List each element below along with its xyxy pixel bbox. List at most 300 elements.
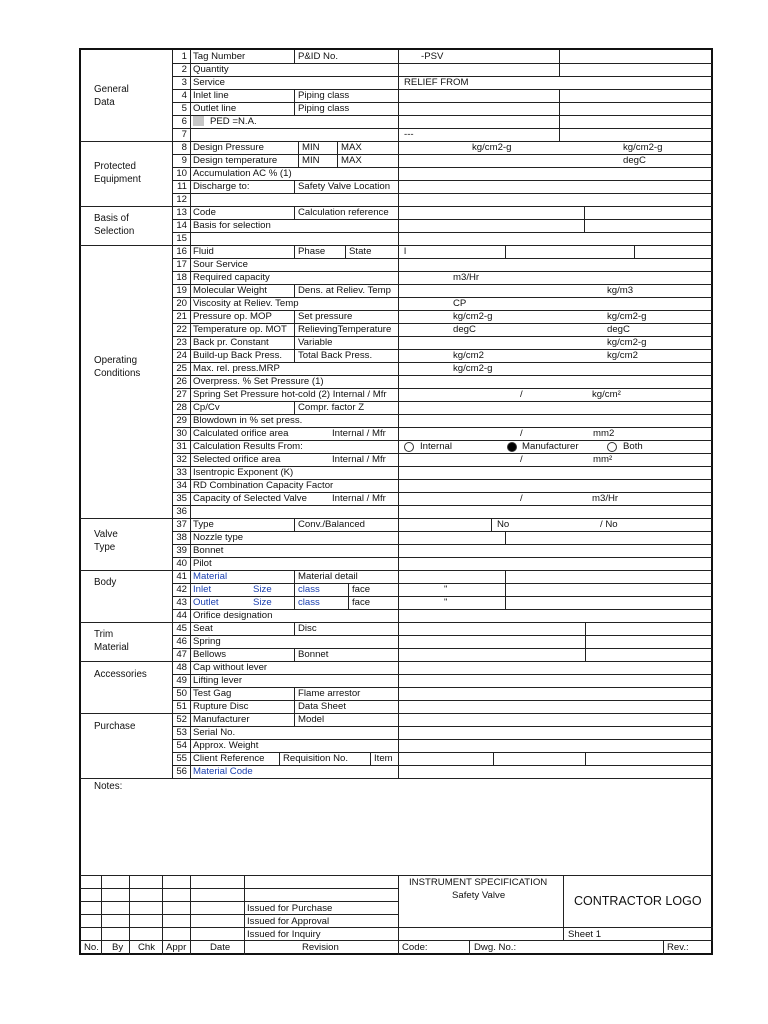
row-line xyxy=(172,622,712,623)
row-line xyxy=(172,674,712,675)
row-label: Material xyxy=(193,571,228,582)
row-label: Back pr. Constant xyxy=(193,337,269,348)
revision-row-line xyxy=(80,901,399,902)
row-label: Rupture Disc xyxy=(193,701,249,712)
row-number: 3 xyxy=(181,77,187,88)
sheet-label: Sheet 1 xyxy=(568,929,602,940)
row-line xyxy=(172,180,712,181)
notes-bottom-line xyxy=(80,875,712,876)
row-value: / xyxy=(520,493,523,504)
value-divider xyxy=(559,115,560,128)
cell-divider xyxy=(294,349,295,362)
row-number: 17 xyxy=(176,259,187,270)
row-sub-label: Compr. factor Z xyxy=(298,402,365,413)
cell-divider xyxy=(337,141,338,154)
row-label: Pressure op. MOP xyxy=(193,311,272,322)
row-label: Client Reference xyxy=(193,753,265,764)
col-appr: Appr xyxy=(166,942,187,953)
row-number: 27 xyxy=(176,389,187,400)
row-value-2: kg/cm2-g xyxy=(623,142,663,153)
cell-divider xyxy=(294,570,295,583)
row-label: Serial No. xyxy=(193,727,236,738)
row-number: 26 xyxy=(176,376,187,387)
value-divider xyxy=(559,128,560,141)
row-number: 45 xyxy=(176,623,187,634)
row-value: / xyxy=(520,389,523,400)
row-line xyxy=(172,570,712,571)
section-label: Equipment xyxy=(94,174,141,185)
row-sub-label: Piping class xyxy=(298,103,350,114)
issued-approval: Issued for Approval xyxy=(247,916,330,927)
row-sub-label: Dens. at Reliev. Temp xyxy=(298,285,391,296)
revision-row-line xyxy=(80,940,399,941)
cell-divider xyxy=(298,141,299,154)
revision-row-line xyxy=(80,888,399,889)
row-value: kg/cm2-g xyxy=(453,311,493,322)
row-value: kg/cm2 xyxy=(453,350,484,361)
row-label: Design Pressure xyxy=(193,142,264,153)
section-label: Trim xyxy=(94,629,114,640)
row-label: Cap without lever xyxy=(193,662,268,673)
cell-divider xyxy=(294,310,295,323)
value-divider xyxy=(491,518,492,531)
cell-divider xyxy=(337,154,338,167)
value-divider xyxy=(584,206,585,219)
row-label: Type xyxy=(193,519,214,530)
row-number: 1 xyxy=(181,51,187,62)
row-line xyxy=(172,245,712,246)
row-line xyxy=(172,206,712,207)
footer-line xyxy=(398,927,713,928)
row-label: Bonnet xyxy=(193,545,224,556)
row-line xyxy=(172,531,712,532)
revision-col-line xyxy=(162,875,163,955)
revision-col-line xyxy=(101,875,102,955)
row-label: Sour Service xyxy=(193,259,248,270)
ped-checkbox xyxy=(193,116,204,126)
row-value-2: kg/cm2-g xyxy=(607,311,647,322)
row-value-2: kg/cm² xyxy=(592,389,621,400)
cell-divider xyxy=(294,180,295,193)
cell-divider xyxy=(294,245,295,258)
row-number: 46 xyxy=(176,636,187,647)
footer-col-line xyxy=(469,940,470,955)
calc-option-radio[interactable] xyxy=(607,442,617,452)
section-label: Type xyxy=(94,542,116,553)
row-value: kg/cm2-g xyxy=(453,363,493,374)
contractor-logo: CONTRACTOR LOGO xyxy=(574,894,702,908)
row-label: Material Code xyxy=(193,766,253,777)
row-sub-label: Conv./Balanced xyxy=(298,519,366,530)
value-divider xyxy=(505,531,506,544)
row-value: " xyxy=(444,597,448,608)
cell-divider xyxy=(294,206,295,219)
row-label: RD Combination Capacity Factor xyxy=(193,480,334,491)
row-label: Max. rel. press.MRP xyxy=(193,363,280,374)
spec-title: INSTRUMENT SPECIFICATION xyxy=(409,877,548,888)
footer-col-line xyxy=(398,875,399,955)
row-line xyxy=(172,63,712,64)
cell-divider xyxy=(294,622,295,635)
value-divider xyxy=(559,50,560,63)
row-number: 12 xyxy=(176,194,187,205)
row-sub-label: Bonnet xyxy=(298,649,329,660)
row-third-label: face xyxy=(352,597,371,608)
row-number: 19 xyxy=(176,285,187,296)
row-value-2: kg/m3 xyxy=(607,285,634,296)
row-sub-label: Disc xyxy=(298,623,317,634)
row-label: Code xyxy=(193,207,216,218)
row-line xyxy=(172,713,712,714)
row-value: RELIEF FROM xyxy=(404,77,469,88)
section-label: Accessories xyxy=(94,669,147,680)
row-value: --- xyxy=(404,129,414,140)
row-number: 9 xyxy=(181,155,187,166)
row-label: Bellows xyxy=(193,649,227,660)
calc-option-label: Both xyxy=(623,441,643,452)
row-line xyxy=(172,648,712,649)
rev-label: Rev.: xyxy=(667,942,689,953)
row-number: 25 xyxy=(176,363,187,374)
row-label: Inlet line xyxy=(193,90,229,101)
row-number: 16 xyxy=(176,246,187,257)
row-number: 10 xyxy=(176,168,187,179)
revision-col-line xyxy=(190,875,191,955)
row-number: 42 xyxy=(176,584,187,595)
notes-label: Notes: xyxy=(94,781,123,792)
row-sub-label: Set pressure xyxy=(298,311,353,322)
row-third-label: Internal / Mfr xyxy=(332,493,386,504)
row-line xyxy=(172,232,712,233)
row-number: 4 xyxy=(181,90,187,101)
row-value-2: degC xyxy=(623,155,646,166)
row-number: 40 xyxy=(176,558,187,569)
row-value-2: degC xyxy=(607,324,630,335)
row-label: Selected orifice area xyxy=(193,454,281,465)
row-label: Design temperature xyxy=(193,155,278,166)
row-sub-label: Flame arrestor xyxy=(298,688,361,699)
row-value: -PSV xyxy=(421,51,444,62)
row-label: Lifting lever xyxy=(193,675,243,686)
row-label: Spring xyxy=(193,636,221,647)
row-label: Fluid xyxy=(193,246,214,257)
value-divider xyxy=(585,622,586,635)
row-number: 44 xyxy=(176,610,187,621)
row-number: 24 xyxy=(176,350,187,361)
col-date: Date xyxy=(210,942,231,953)
col-chk: Chk xyxy=(138,942,156,953)
section-label: General xyxy=(94,84,129,95)
cell-divider xyxy=(345,245,346,258)
value-divider xyxy=(505,570,506,583)
row-number: 18 xyxy=(176,272,187,283)
row-line xyxy=(172,193,712,194)
row-sub-label: Phase xyxy=(298,246,326,257)
row-sub-label: Data Sheet xyxy=(298,701,347,712)
row-value: " xyxy=(444,584,448,595)
row-label: Manufacturer xyxy=(193,714,250,725)
row-label: Nozzle type xyxy=(193,532,244,543)
revision-row-line xyxy=(80,914,399,915)
value-divider xyxy=(585,635,586,648)
col-by: By xyxy=(112,942,124,953)
cell-divider xyxy=(294,323,295,336)
cell-divider xyxy=(279,752,280,765)
row-number: 39 xyxy=(176,545,187,556)
row-value-2: mm² xyxy=(593,454,613,465)
value-divider xyxy=(505,583,506,596)
row-label: Isentropic Exponent (K) xyxy=(193,467,294,478)
row-label: Inlet xyxy=(193,584,212,595)
row-line xyxy=(172,258,712,259)
row-third-label: Internal / Mfr xyxy=(332,454,386,465)
row-number: 41 xyxy=(176,571,187,582)
row-number: 34 xyxy=(176,480,187,491)
row-line xyxy=(172,765,712,766)
row-label: Blowdown in % set press. xyxy=(193,415,303,426)
row-number: 30 xyxy=(176,428,187,439)
row-label: Required capacity xyxy=(193,272,270,283)
section-label: Material xyxy=(94,642,129,653)
row-line xyxy=(172,401,712,402)
row-sub-label: P&ID No. xyxy=(298,51,338,62)
cell-divider xyxy=(348,596,349,609)
section-label: Protected xyxy=(94,161,136,172)
row-label: Discharge to: xyxy=(193,181,250,192)
row-value-2: / No xyxy=(600,519,618,530)
value-divider xyxy=(493,752,494,765)
row-number: 55 xyxy=(176,753,187,764)
row-label: Overpress. % Set Pressure (1) xyxy=(193,376,324,387)
row-number: 32 xyxy=(176,454,187,465)
value-divider xyxy=(505,245,506,258)
row-number: 20 xyxy=(176,298,187,309)
row-number: 54 xyxy=(176,740,187,751)
cell-divider xyxy=(294,596,295,609)
footer-col-line xyxy=(663,940,664,955)
row-value: m3/Hr xyxy=(453,272,480,283)
row-label: Molecular Weight xyxy=(193,285,267,296)
row-label: Cp/Cv xyxy=(193,402,220,413)
row-line xyxy=(172,557,712,558)
row-sub-label: Requisition No. xyxy=(283,753,349,764)
row-label: Build-up Back Press. xyxy=(193,350,283,361)
row-number: 33 xyxy=(176,467,187,478)
value-divider xyxy=(634,245,635,258)
row-number: 51 xyxy=(176,701,187,712)
row-third-label: MAX xyxy=(341,155,362,166)
row-line xyxy=(172,518,712,519)
row-label: Capacity of Selected Valve xyxy=(193,493,307,504)
cell-divider xyxy=(294,518,295,531)
cell-divider xyxy=(294,102,295,115)
row-line xyxy=(172,102,712,103)
row-number: 43 xyxy=(176,597,187,608)
cell-divider xyxy=(294,700,295,713)
value-divider xyxy=(559,63,560,76)
row-label: Orifice designation xyxy=(193,610,273,621)
section-label: Operating xyxy=(94,355,138,366)
row-number: 28 xyxy=(176,402,187,413)
row-value: l xyxy=(404,246,407,257)
row-number: 38 xyxy=(176,532,187,543)
row-sub-label: MIN xyxy=(302,142,320,153)
col-no: No. xyxy=(84,942,99,953)
section-label: Body xyxy=(94,577,117,588)
issued-purchase: Issued for Purchase xyxy=(247,903,333,914)
row-label: Accumulation AC % (1) xyxy=(193,168,292,179)
row-sub-label: class xyxy=(298,584,320,595)
row-label: Calculated orifice area xyxy=(193,428,289,439)
row-sub-label: RelievingTemperature xyxy=(298,324,392,335)
cell-divider xyxy=(294,401,295,414)
row-number: 22 xyxy=(176,324,187,335)
cell-divider xyxy=(294,713,295,726)
calc-option-radio[interactable] xyxy=(507,442,517,452)
table-bottom-line xyxy=(80,778,712,779)
row-number: 15 xyxy=(176,233,187,244)
footer-col-line xyxy=(563,875,564,941)
row-label: Seat xyxy=(193,623,213,634)
row-label: Quantity xyxy=(193,64,229,75)
row-line xyxy=(172,128,712,129)
footer-line xyxy=(398,940,713,941)
calc-option-label: Internal xyxy=(420,441,452,452)
row-number: 8 xyxy=(181,142,187,153)
row-sub-label: Piping class xyxy=(298,90,350,101)
row-sub-label: Model xyxy=(298,714,325,725)
row-sub-label: MIN xyxy=(302,155,320,166)
row-label: Basis for selection xyxy=(193,220,271,231)
row-number: 47 xyxy=(176,649,187,660)
section-label: Basis of xyxy=(94,213,129,224)
section-label: Data xyxy=(94,97,115,108)
row-number: 29 xyxy=(176,415,187,426)
row-number: 13 xyxy=(176,207,187,218)
row-line xyxy=(172,505,712,506)
row-value: / xyxy=(520,428,523,439)
cell-divider xyxy=(294,648,295,661)
row-number: 35 xyxy=(176,493,187,504)
row-label: Outlet xyxy=(193,597,219,608)
revision-col-line xyxy=(244,875,245,955)
row-number: 49 xyxy=(176,675,187,686)
row-sub-label: Total Back Press. xyxy=(298,350,373,361)
row-number: 50 xyxy=(176,688,187,699)
calc-option-label: Manufacturer xyxy=(522,441,579,452)
row-label: Pilot xyxy=(193,558,212,569)
row-value-2: mm2 xyxy=(593,428,615,439)
row-number: 37 xyxy=(176,519,187,530)
section-label: Conditions xyxy=(94,368,141,379)
row-label: Temperature op. MOT xyxy=(193,324,287,335)
cell-divider xyxy=(370,752,371,765)
row-number: 36 xyxy=(176,506,187,517)
revision-row-line xyxy=(80,927,399,928)
row-value: / xyxy=(520,454,523,465)
row-third-label: Item xyxy=(374,753,393,764)
row-sub-label: Variable xyxy=(298,337,333,348)
cell-divider xyxy=(348,583,349,596)
row-sub-label: Material detail xyxy=(298,571,358,582)
cell-divider xyxy=(294,687,295,700)
value-divider xyxy=(559,102,560,115)
row-label: Outlet line xyxy=(193,103,237,114)
cell-divider xyxy=(294,336,295,349)
row-line xyxy=(172,89,712,90)
row-label: Viscosity at Reliev. Temp xyxy=(193,298,299,309)
row-number: 31 xyxy=(176,441,187,452)
row-label: PED =N.A. xyxy=(210,116,257,127)
row-line xyxy=(172,726,712,727)
cell-divider xyxy=(294,50,295,63)
row-line xyxy=(172,635,712,636)
value-divider xyxy=(585,752,586,765)
calc-option-radio[interactable] xyxy=(404,442,414,452)
row-number: 11 xyxy=(177,181,187,192)
row-sub-label: Safety Valve Location xyxy=(298,181,391,192)
row-line xyxy=(172,700,712,701)
value-divider xyxy=(585,648,586,661)
code-label: Code: xyxy=(402,942,428,953)
section-label: Valve xyxy=(94,529,118,540)
row-value: degC xyxy=(453,324,476,335)
value-divider xyxy=(505,596,506,609)
section-label: Selection xyxy=(94,226,135,237)
row-third-label: Internal / Mfr xyxy=(332,428,386,439)
cell-divider xyxy=(294,284,295,297)
row-number: 48 xyxy=(176,662,187,673)
row-value: kg/cm2-g xyxy=(472,142,512,153)
row-number: 2 xyxy=(181,64,187,75)
row-label: Tag Number xyxy=(193,51,246,62)
row-value: CP xyxy=(453,298,467,309)
row-number: 14 xyxy=(176,220,187,231)
section-label: Purchase xyxy=(94,721,136,732)
row-line xyxy=(172,687,712,688)
spec-subtitle: Safety Valve xyxy=(452,890,506,901)
row-label: Spring Set Pressure hot-cold (2) Internal / Mfr xyxy=(193,389,387,400)
row-third-label: MAX xyxy=(341,142,362,153)
row-value: No xyxy=(497,519,510,530)
revision-col-line xyxy=(129,875,130,955)
row-label: Test Gag xyxy=(193,688,232,699)
row-line xyxy=(172,544,712,545)
row-third-label: State xyxy=(349,246,372,257)
cell-divider xyxy=(294,583,295,596)
row-number: 6 xyxy=(181,116,187,127)
row-label: Approx. Weight xyxy=(193,740,259,751)
row-value-2: kg/cm2 xyxy=(607,350,638,361)
row-sub-label: Calculation reference xyxy=(298,207,389,218)
row-size-label: Size xyxy=(253,597,272,608)
row-number: 7 xyxy=(181,129,187,140)
issued-inquiry: Issued for Inquiry xyxy=(247,929,321,940)
row-value-2: kg/cm2-g xyxy=(607,337,647,348)
row-third-label: face xyxy=(352,584,371,595)
row-label: Calculation Results From: xyxy=(193,441,303,452)
cell-divider xyxy=(294,89,295,102)
row-number: 52 xyxy=(176,714,187,725)
row-value-2: m3/Hr xyxy=(592,493,619,504)
row-number: 56 xyxy=(176,766,187,777)
row-size-label: Size xyxy=(253,584,272,595)
row-number: 5 xyxy=(181,103,187,114)
cell-divider xyxy=(298,154,299,167)
row-label: Service xyxy=(193,77,225,88)
row-number: 21 xyxy=(176,311,187,322)
row-sub-label: class xyxy=(298,597,320,608)
